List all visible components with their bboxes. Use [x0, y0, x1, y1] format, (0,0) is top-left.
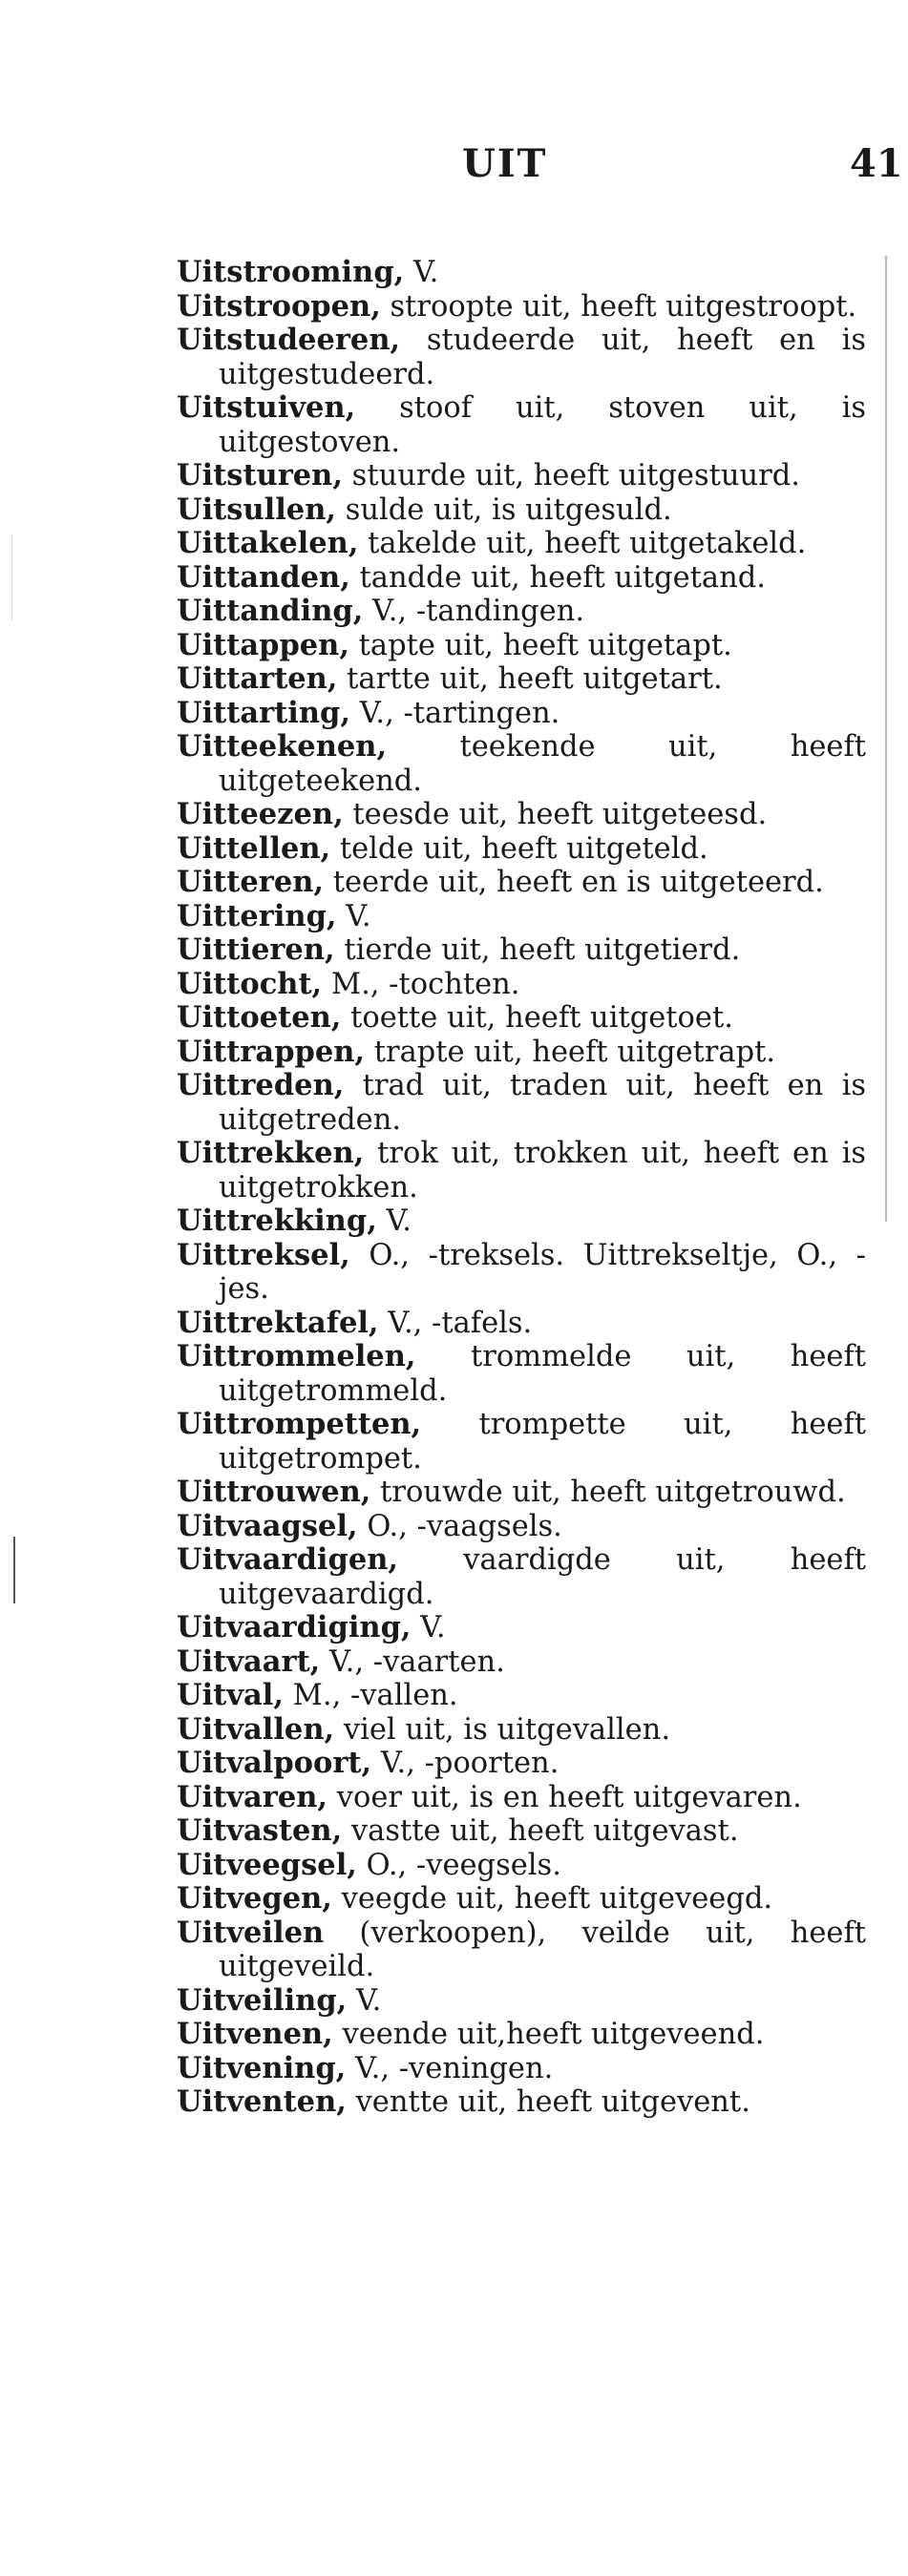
entry-definition: toette uit, heeft uitgetoet. [341, 1001, 733, 1035]
dictionary-entry [177, 595, 866, 629]
entry-definition: M., -tochten. [322, 967, 520, 1001]
entry-headword: Uittrekking, [177, 1204, 377, 1238]
entry-headword: Uitventen, [177, 2084, 347, 2119]
entry-definition: trouwde uit, heeft uitgetrouwd. [370, 1476, 846, 1509]
entry-headword: Uitvallen, [177, 1711, 335, 1747]
dictionary-entry [177, 1747, 866, 1781]
entry-headword: Uitvalpoort, [177, 1746, 372, 1780]
entry-headword: Uittrommelen, [177, 1339, 416, 1373]
dictionary-entry [177, 662, 866, 697]
dictionary-entry [177, 459, 866, 493]
entry-headword: Uitval, [177, 1678, 284, 1712]
entry-headword: Uittreksel, [177, 1237, 350, 1272]
entry-headword: Uittanden, [177, 559, 350, 595]
entry-headword: Uitvenen, [177, 2017, 333, 2051]
dictionary-entry [177, 968, 866, 1002]
entry-definition: O., -vaagsels. [357, 1509, 562, 1543]
entry-headword: Uitvaren, [177, 1779, 328, 1814]
dictionary-entry [177, 697, 866, 731]
entry-headword: Uittreden, [177, 1068, 345, 1102]
entry-headword: Uitstuiven, [177, 390, 356, 425]
entry-definition: tartte uit, heeft uitgetart. [337, 662, 723, 696]
entry-headword: Uitvaardigen, [177, 1542, 399, 1577]
dictionary-entry [177, 1476, 866, 1510]
entry-headword: Uitvasten, [177, 1813, 343, 1848]
running-head: UIT [462, 141, 548, 186]
entry-definition: stoof uit, stoven uit, is uitgestoven. [219, 391, 866, 459]
entry-definition: tandde uit, heeft uitgetand. [349, 560, 766, 595]
column-rule [885, 256, 887, 1222]
page-header [0, 141, 908, 199]
dictionary-entry [177, 324, 866, 391]
entry-definition: sulde uit, is uitgesuld. [336, 492, 672, 527]
entry-definition: trok uit, trokken uit, heeft en is uitgetrokken. [219, 1137, 866, 1204]
dictionary-entry [177, 1916, 866, 1984]
entry-headword: Uittering, [177, 898, 337, 933]
entry-definition: O., -treksels. Uittrekseltje, O., -jes. [219, 1238, 866, 1306]
dictionary-entry [177, 290, 866, 325]
entry-headword: Uitteezen, [177, 797, 344, 831]
entry-definition: stroopte uit, heeft uitgestroopt. [380, 289, 857, 324]
entry-headword: Uitteren, [177, 865, 325, 899]
entry-definition: V., -tandingen. [363, 595, 585, 628]
entry-headword: Uitstroopen, [177, 288, 381, 324]
dictionary-entry [177, 1137, 866, 1204]
entry-definition: teesde uit, heeft uitgeteesd. [343, 798, 768, 831]
entry-definition: (verkoopen), veilde uit, heeft uitgeveild. [219, 1916, 866, 1983]
entry-definition: V., -vaarten. [320, 1644, 505, 1679]
entry-definition: V., -tafels. [378, 1306, 533, 1340]
dictionary-entry [177, 832, 866, 867]
dictionary-entry [177, 1984, 866, 2019]
entry-definition: V. [336, 899, 371, 933]
entry-definition: V. [347, 1983, 382, 2018]
entry-definition: vaardigde uit, heeft uitgevaardigd. [219, 1543, 866, 1611]
entry-definition: V. [411, 1611, 446, 1644]
entry-headword: Uitstrooming, [177, 255, 405, 289]
entry-headword: Uitveegsel, [177, 1847, 357, 1882]
entry-headword: Uittellen, [177, 830, 331, 866]
dictionary-entry [177, 493, 866, 528]
entry-definition: V., -poorten. [371, 1747, 560, 1780]
entry-headword: Uitvaart, [177, 1644, 321, 1679]
left-margin-mark [13, 1537, 15, 1603]
entry-definition: O., -veegsels. [356, 1848, 561, 1882]
entry-definition: trapte uit, heeft uitgetrapt. [365, 1035, 776, 1069]
dictionary-entry [177, 866, 866, 900]
dictionary-entry [177, 561, 866, 596]
dictionary-entry [177, 1781, 866, 1815]
dictionary-entry [177, 2085, 866, 2120]
entry-headword: Uitvaardiging, [177, 1610, 412, 1644]
dictionary-entries [177, 256, 866, 2120]
entry-headword: Uitveiling, [177, 1982, 348, 2018]
dictionary-entry [177, 1543, 866, 1611]
entry-headword: Uittrappen, [177, 1034, 366, 1069]
entry-definition: voer uit, is en heeft uitgevaren. [327, 1780, 802, 1814]
entry-definition: trad uit, traden uit, heeft en is uitgetreden. [219, 1069, 866, 1137]
entry-headword: Uittrektafel, [177, 1305, 379, 1340]
dictionary-entry [177, 798, 866, 832]
entry-definition: V., -veningen. [346, 2051, 554, 2085]
left-margin-mark [11, 534, 12, 620]
dictionary-entry [177, 1204, 866, 1239]
dictionary-entry [177, 1069, 866, 1137]
entry-definition: veende uit,heeft uitgeveend. [332, 2018, 765, 2051]
entry-definition: veegde uit, heeft uitgeveegd. [331, 1882, 773, 1916]
dictionary-entry [177, 1645, 866, 1680]
entry-definition: tierde uit, heeft uitgetierd. [334, 933, 741, 967]
entry-headword: Uitveilen [177, 1915, 325, 1950]
dictionary-entry [177, 1340, 866, 1408]
entry-headword: Uitvaagsel, [177, 1508, 358, 1543]
entry-definition: ventte uit, heeft uitgevent. [346, 2085, 750, 2119]
dictionary-entry [177, 1408, 866, 1476]
entry-definition: telde uit, heeft uitgeteld. [330, 831, 708, 866]
entry-headword: Uittoeten, [177, 1000, 342, 1035]
dictionary-entry [177, 933, 866, 968]
dictionary-entry [177, 1307, 866, 1341]
entry-headword: Uittarting, [177, 695, 350, 730]
dictionary-entry [177, 1510, 866, 1544]
entry-headword: Uittocht, [177, 966, 323, 1001]
entry-headword: Uittrekken, [177, 1136, 365, 1170]
entry-definition: trompette uit, heeft uitgetrompet. [219, 1408, 866, 1476]
entry-headword: Uittappen, [177, 627, 349, 662]
entry-definition: teekende uit, heeft uitgeteekend. [219, 730, 866, 798]
dictionary-entry [177, 1814, 866, 1849]
entry-headword: Uittieren, [177, 932, 335, 967]
entry-headword: Uitsullen, [177, 492, 336, 527]
entry-headword: Uittarten, [177, 661, 338, 696]
entry-definition: vastte uit, heeft uitgevast. [342, 1814, 739, 1848]
dictionary-entry [177, 1036, 866, 1070]
dictionary-entry [177, 1882, 866, 1916]
entry-definition: tapte uit, heeft uitgetapt. [348, 628, 732, 662]
dictionary-entry [177, 2018, 866, 2052]
entry-headword: Uittrouwen, [177, 1475, 371, 1509]
dictionary-entry [177, 256, 866, 290]
entry-definition: studeerde uit, heeft en is uitgestudeerd. [219, 324, 866, 391]
entry-headword: Uittanding, [177, 594, 364, 628]
entry-headword: Uitteekenen, [177, 729, 388, 764]
entry-headword: Uitsturen, [177, 458, 343, 492]
dictionary-entry [177, 2052, 866, 2086]
entry-headword: Uitvening, [177, 2050, 347, 2085]
dictionary-entry [177, 391, 866, 459]
dictionary-entry [177, 1611, 866, 1645]
entry-definition: teerde uit, heeft en is uitgeteerd. [324, 866, 824, 899]
entry-headword: Uittakelen, [177, 526, 359, 560]
entry-headword: Uitvegen, [177, 1881, 332, 1916]
entry-definition: V. [376, 1204, 412, 1238]
entry-definition: V. [404, 256, 439, 289]
entry-headword: Uittrompetten, [177, 1407, 422, 1441]
entry-definition: trommelde uit, heeft uitgetrommeld. [219, 1340, 866, 1408]
entry-definition: takelde uit, heeft uitgetakeld. [358, 527, 807, 560]
entry-definition: V., -tartingen. [350, 696, 560, 730]
dictionary-entry [177, 1001, 866, 1036]
entry-definition: viel uit, is uitgevallen. [334, 1712, 671, 1747]
dictionary-entry [177, 527, 866, 561]
dictionary-entry [177, 900, 866, 934]
dictionary-entry [177, 730, 866, 798]
dictionary-entry [177, 1849, 866, 1883]
entry-headword: Uitstudeeren, [177, 323, 401, 357]
dictionary-entry [177, 629, 866, 663]
dictionary-entry [177, 1713, 866, 1748]
entry-definition: M., -vallen. [283, 1679, 458, 1712]
dictionary-entry [177, 1239, 866, 1307]
dictionary-entry [177, 1679, 866, 1713]
page-number: 41 [850, 141, 903, 186]
entry-definition: stuurde uit, heeft uitgestuurd. [342, 459, 800, 492]
